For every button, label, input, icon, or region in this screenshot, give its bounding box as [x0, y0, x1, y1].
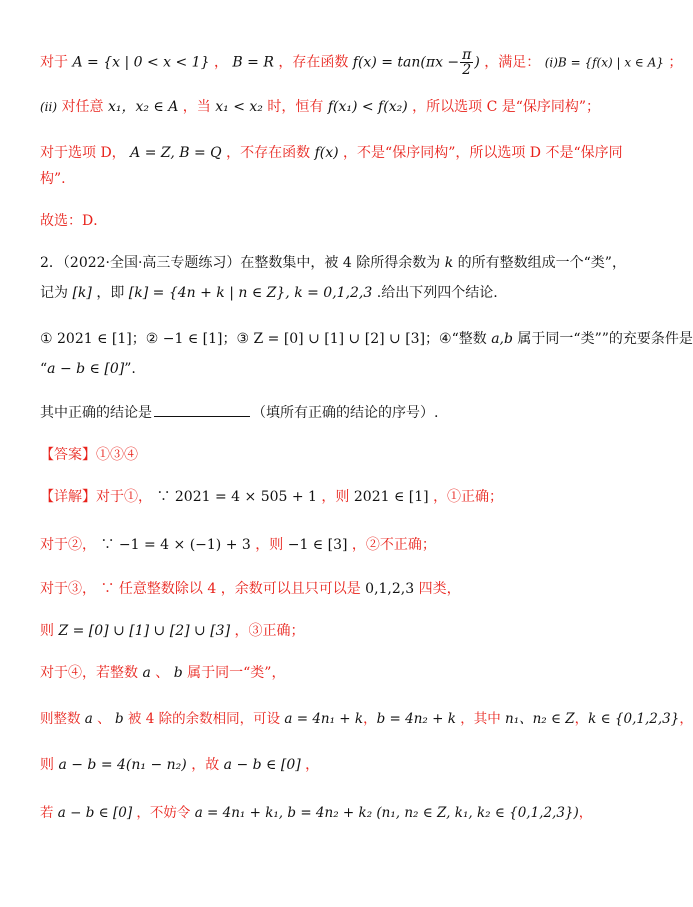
text: 则 [40, 757, 54, 773]
text: ，不存在函数 [226, 145, 311, 161]
line-10 [40, 402, 612, 424]
line-14 [40, 578, 612, 600]
text: 构”. [40, 171, 66, 187]
line-19 [40, 802, 612, 824]
math-class-def: [k] = {4n + k | n ∈ Z}, k = 0,1,2,3 [128, 285, 373, 301]
math-x1-x2: x₁，x₂ ∈ A [107, 99, 179, 115]
math-f-ineq: f(x₁) < f(x₂) [327, 99, 408, 115]
line-6 [40, 252, 626, 274]
text: 对于③， [40, 581, 96, 597]
text: ； [668, 54, 683, 71]
text: ，①正确； [433, 489, 504, 505]
text: ， [679, 711, 693, 727]
text: 则 [40, 623, 54, 639]
math-a-minus-b-in-0: a − b ∈ [0] [223, 757, 301, 773]
math-a-minus-b: a − b ∈ [0] [47, 361, 125, 377]
math-class-k: [k] [72, 285, 92, 301]
text: 对于②， [40, 537, 96, 553]
math-b: b [114, 711, 124, 727]
math-a: a [84, 711, 93, 727]
math-paren: ) [474, 54, 480, 71]
text: 记为 [40, 285, 68, 301]
text: ，故 [191, 757, 220, 773]
math-a: a [142, 665, 151, 681]
math-neg1-expr: ∵ −1 = 4 × (−1) + 3 [100, 537, 251, 553]
line-13 [40, 534, 612, 556]
text: 属于同一“类””的充要条件是 [517, 331, 693, 347]
math-a-b: a,b [491, 331, 513, 347]
text: 对于选项 D， [40, 145, 126, 161]
math-x1-lt-x2: x₁ < x₂ [215, 99, 263, 115]
text: 、 [97, 711, 111, 727]
line-2 [40, 96, 612, 118]
answer-blank [154, 402, 250, 417]
text: ， [363, 711, 377, 727]
math-condition-ii: (ii) [40, 100, 58, 114]
text: ，则 [321, 489, 350, 505]
line-9 [40, 358, 612, 380]
line-18 [40, 754, 612, 776]
text: ， [213, 54, 228, 71]
text: ，所以选项 C 是“保序同构”； [412, 99, 601, 115]
math-a-def: a = 4n₁ + k [284, 711, 364, 727]
text: 被 4 除的余数相同，可设 [127, 711, 281, 727]
text: ，即 [96, 285, 125, 301]
text: ， [574, 711, 589, 727]
text: 时，恒有 [267, 99, 324, 115]
text: ，存在函数 [278, 54, 349, 71]
text: ，则 [255, 537, 284, 553]
text: ，不是“保序同构”，所以选项 D 不是“保序同 [343, 145, 623, 161]
math-a-minus-b-in-0: a − b ∈ [0] [57, 805, 133, 821]
text: ，余数可以且只可以是 [220, 581, 361, 597]
line-12 [40, 486, 612, 508]
text: ”. [124, 361, 136, 377]
text: ∵ 任意整数除以 4 [100, 581, 217, 597]
text: ，不妨令 [136, 805, 191, 821]
line-5 [40, 210, 612, 232]
detail-label: 【详解】对于①， [40, 489, 152, 505]
text: ，②不正确； [351, 537, 436, 553]
fraction-numerator: π [462, 47, 472, 63]
statements: ① 2021 ∈ [1]；② −1 ∈ [1]；③ Z = [0] ∪ [1] ∪ [2] ∪ [3]；④“整数 [40, 331, 487, 347]
math-set-b: B = R [232, 54, 274, 71]
text: 对于 [40, 54, 68, 71]
math-z-union: Z = [0] ∪ [1] ∪ [2] ∪ [3] [58, 623, 231, 639]
line-8 [40, 328, 693, 350]
text: 对任意 [57, 99, 108, 115]
math-neg1-in-3: −1 ∈ [3] [287, 537, 348, 553]
text: （填所有正确的结论的序号）. [252, 405, 439, 421]
answer-label: 【答案】①③④ [40, 447, 138, 463]
text: ，其中 [460, 711, 501, 727]
text: 则整数 [40, 711, 81, 727]
math-2021-expr: ∵ 2021 = 4 × 505 + 1 [156, 489, 317, 505]
text: 若 [40, 805, 54, 821]
math-a-minus-b-expr: a − b = 4(n₁ − n₂) [58, 757, 187, 773]
math-remainders: 0,1,2,3 [365, 581, 415, 597]
line-1 [40, 47, 683, 78]
answer-choice: 故选：D． [40, 213, 108, 229]
line-7 [40, 282, 612, 304]
line-15 [40, 620, 612, 642]
math-b: b [173, 665, 183, 681]
text: 、 [155, 665, 170, 681]
math-b-def: b = 4n₂ + k [376, 711, 456, 727]
math-n-in-z: n₁、n₂ ∈ Z [505, 711, 575, 727]
math-a-z-b-q: A = Z, B = Q [130, 145, 222, 161]
line-3 [40, 142, 623, 164]
math-ab-def: a = 4n₁ + k₁, b = 4n₂ + k₂ (n₁, n₂ ∈ Z, k₁, k₂ ∈ {0,1,2,3}) [194, 805, 579, 821]
fraction-pi-over-2 [460, 48, 473, 77]
text: .给出下列四个结论. [376, 285, 498, 301]
line-16 [40, 662, 612, 684]
text: 四类， [418, 581, 461, 597]
fraction-denominator: 2 [462, 62, 472, 78]
text: “ [40, 361, 48, 377]
text: ，当 [182, 99, 211, 115]
line-11 [40, 444, 612, 466]
text: ，③正确； [234, 623, 305, 639]
math-set-a: A = {x | 0 < x < 1} [72, 54, 210, 71]
text: ，满足： [484, 54, 541, 71]
text: ， [578, 805, 593, 821]
text: 属于同一“类”， [187, 665, 286, 681]
math-fx: f(x) [314, 145, 339, 161]
line-17 [40, 708, 693, 730]
text: 对于④，若整数 [40, 665, 138, 681]
math-k-set: k ∈ {0,1,2,3} [588, 711, 680, 727]
math-k: k [444, 255, 454, 271]
line-4 [40, 168, 612, 190]
math-condition-i: (i)B = {f(x) | x ∈ A} [544, 55, 664, 70]
text: 的所有整数组成一个“类”， [457, 255, 626, 271]
math-function: f(x) = tan(πx − [352, 54, 460, 71]
math-2021-in-1: 2021 ∈ [1] [353, 489, 429, 505]
text: 其中正确的结论是 [40, 405, 152, 421]
question-stem: 2．（2022·全国·高三专题练习）在整数集中，被 4 除所得余数为 [40, 255, 441, 271]
text: ， [305, 757, 320, 773]
